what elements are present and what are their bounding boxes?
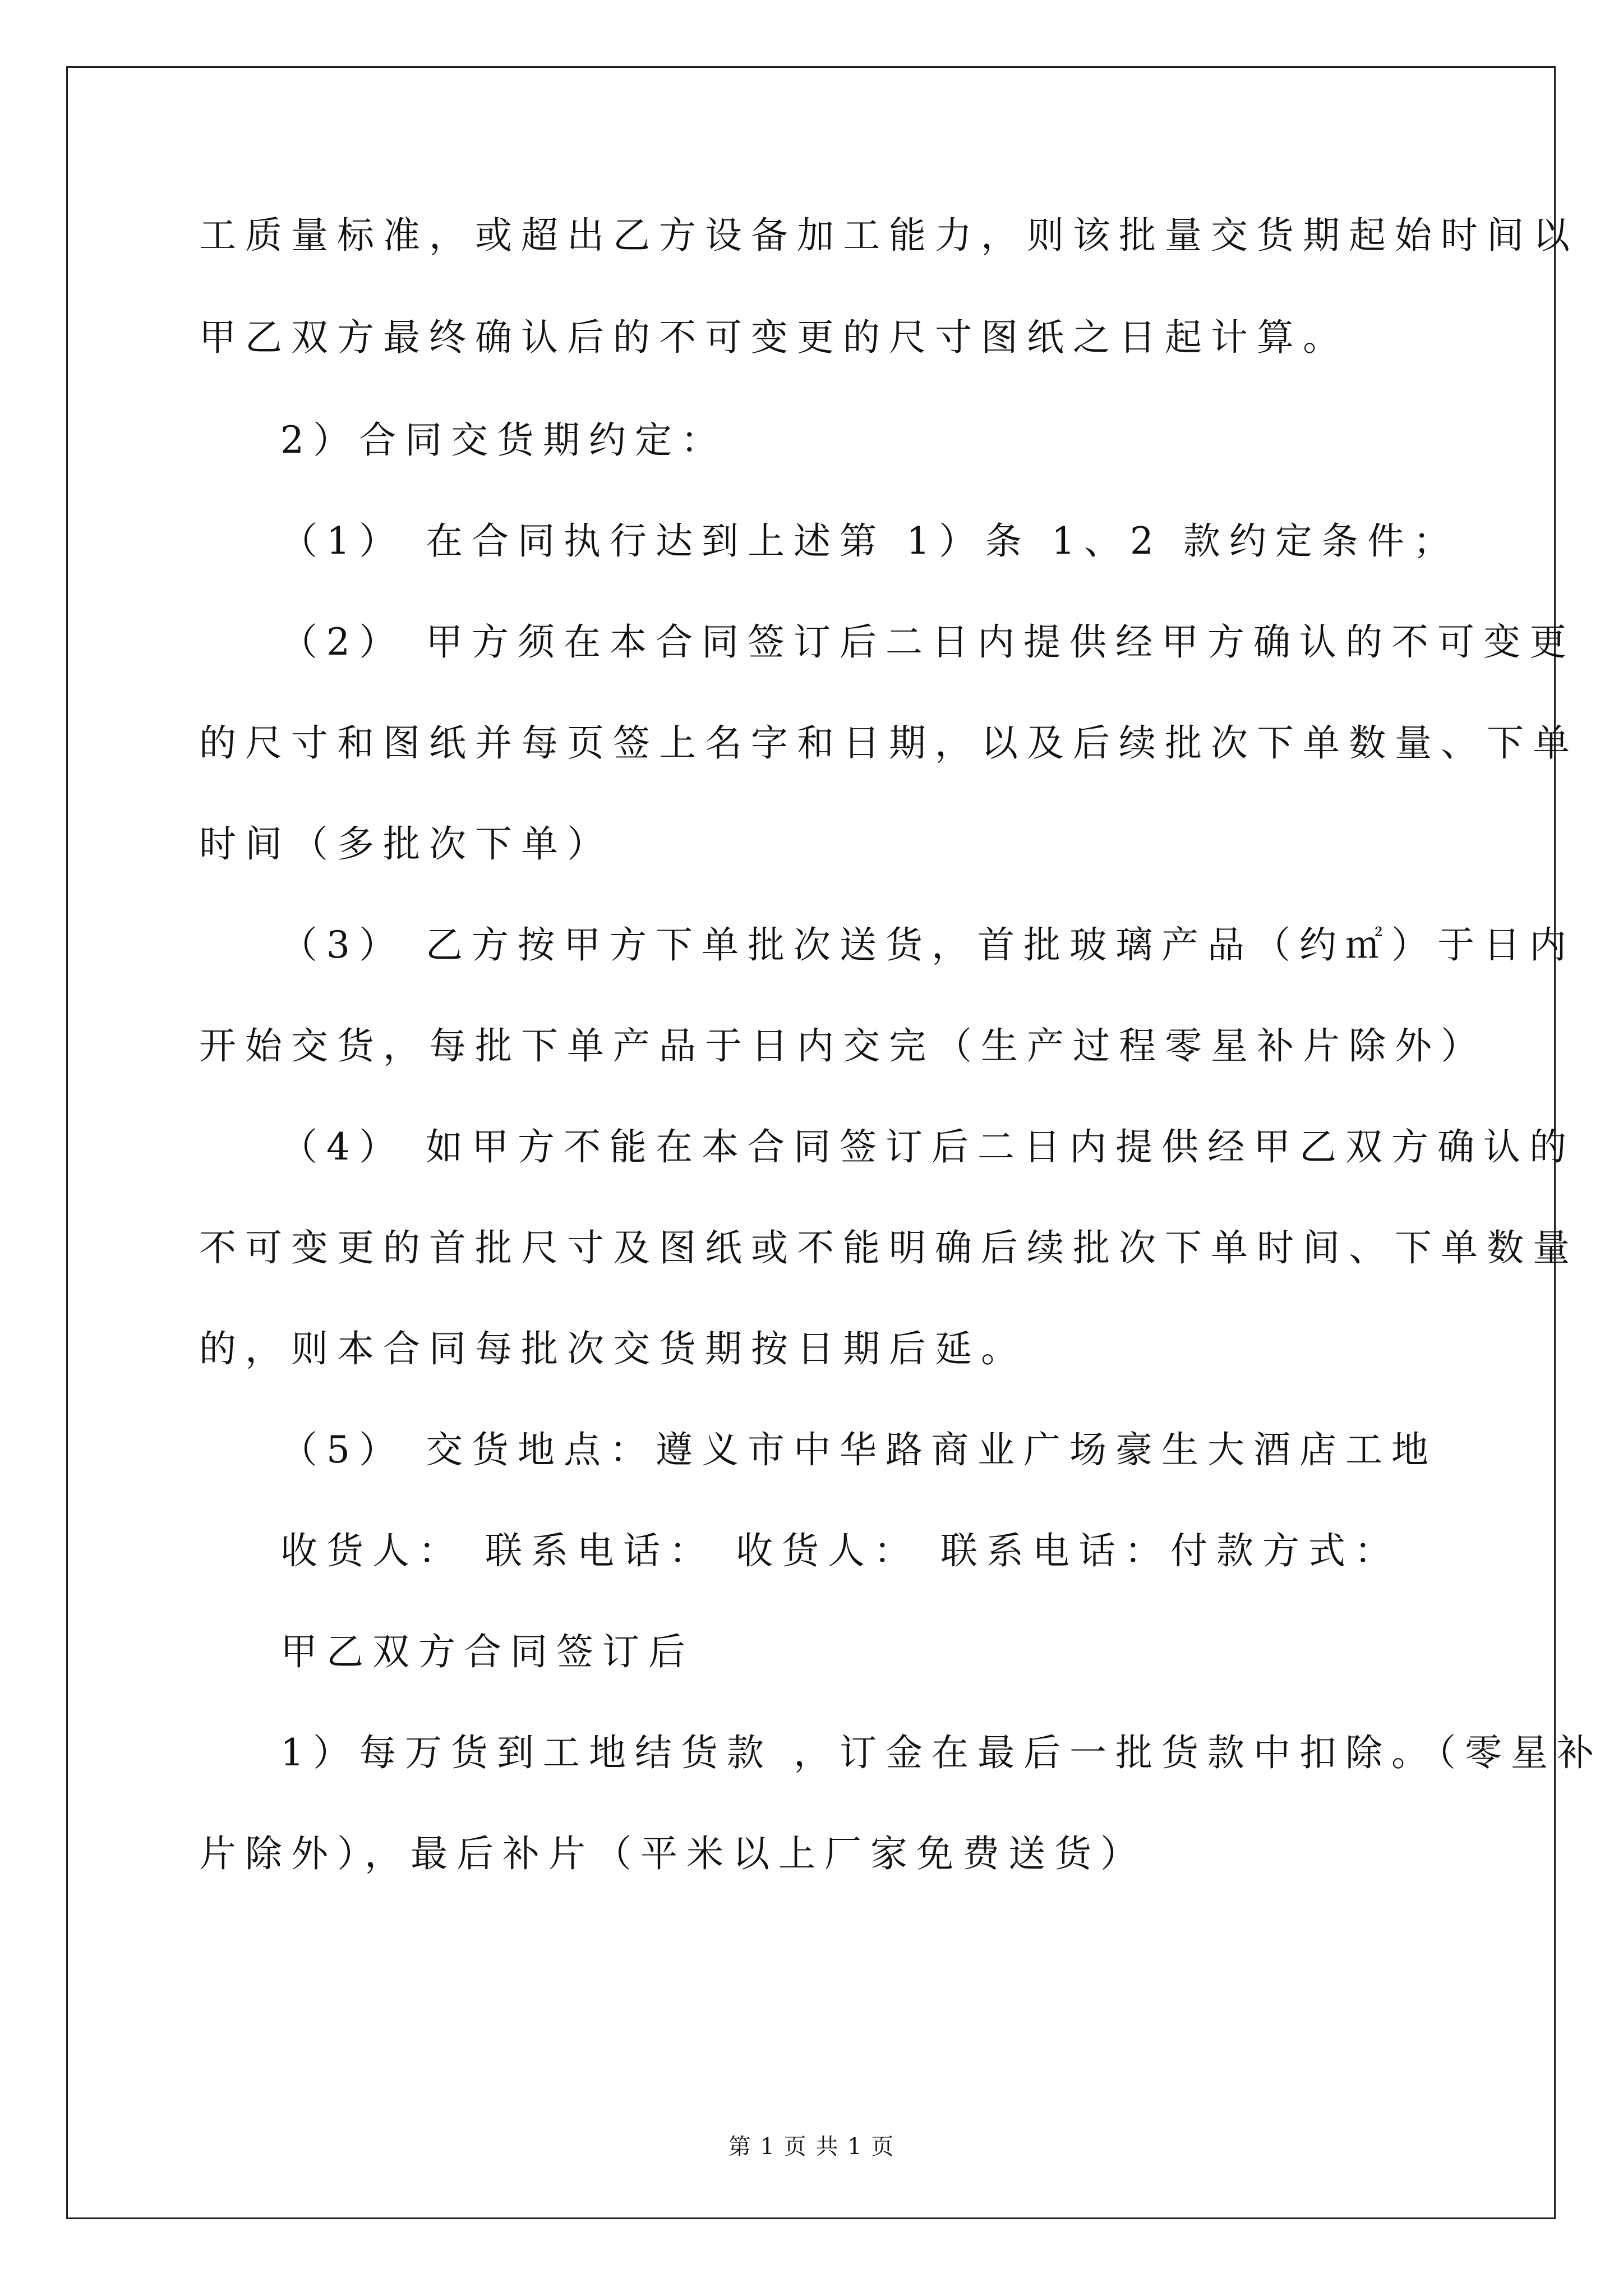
text-line: 开始交货，每批下单产品于日内交完（生产过程零星补片除外） [199, 1024, 1487, 1068]
text-line: 甲乙双方最终确认后的不可变更的尺寸图纸之日起计算。 [199, 316, 1349, 359]
text-line: （4） 如甲方不能在本合同签订后二日内提供经甲乙双方确认的 [280, 1125, 1575, 1168]
text-line: （3） 乙方按甲方下单批次送货，首批玻璃产品（约㎡）于日内 [280, 923, 1575, 967]
text-line: 的，则本合同每批次交货期按日期后延。 [199, 1327, 1027, 1370]
text-line: 的尺寸和图纸并每页签上名字和日期，以及后续批次下单数量、下单 [199, 721, 1579, 765]
text-line: 收货人： 联系电话： 收货人： 联系电话：付款方式： [280, 1529, 1400, 1572]
text-line: 片除外），最后补片（平米以上厂家免费送货） [199, 1832, 1146, 1875]
text-line: （2） 甲方须在本合同签订后二日内提供经甲方确认的不可变更 [280, 620, 1575, 664]
page-number-footer: 第 1 页 共 1 页 [728, 2134, 895, 2160]
text-line: 1）每万货到工地结货款 ，订金在最后一批货款中扣除。（零星补 [280, 1731, 1603, 1774]
text-line: 2）合同交货期约定： [280, 418, 727, 462]
text-line: 不可变更的首批尺寸及图纸或不能明确后续批次下单时间、下单数量 [199, 1226, 1579, 1269]
text-line: 甲乙双方合同签订后 [280, 1630, 694, 1673]
text-line: 时间（多批次下单） [199, 822, 613, 866]
text-line: 工质量标准，或超出乙方设备加工能力，则该批量交货期起始时间以 [199, 214, 1579, 257]
text-line: （1） 在合同执行达到上述第 1）条 1、2 款约定条件； [280, 519, 1459, 563]
text-line: （5） 交货地点：遵义市中华路商业广场豪生大酒店工地 [280, 1428, 1437, 1471]
